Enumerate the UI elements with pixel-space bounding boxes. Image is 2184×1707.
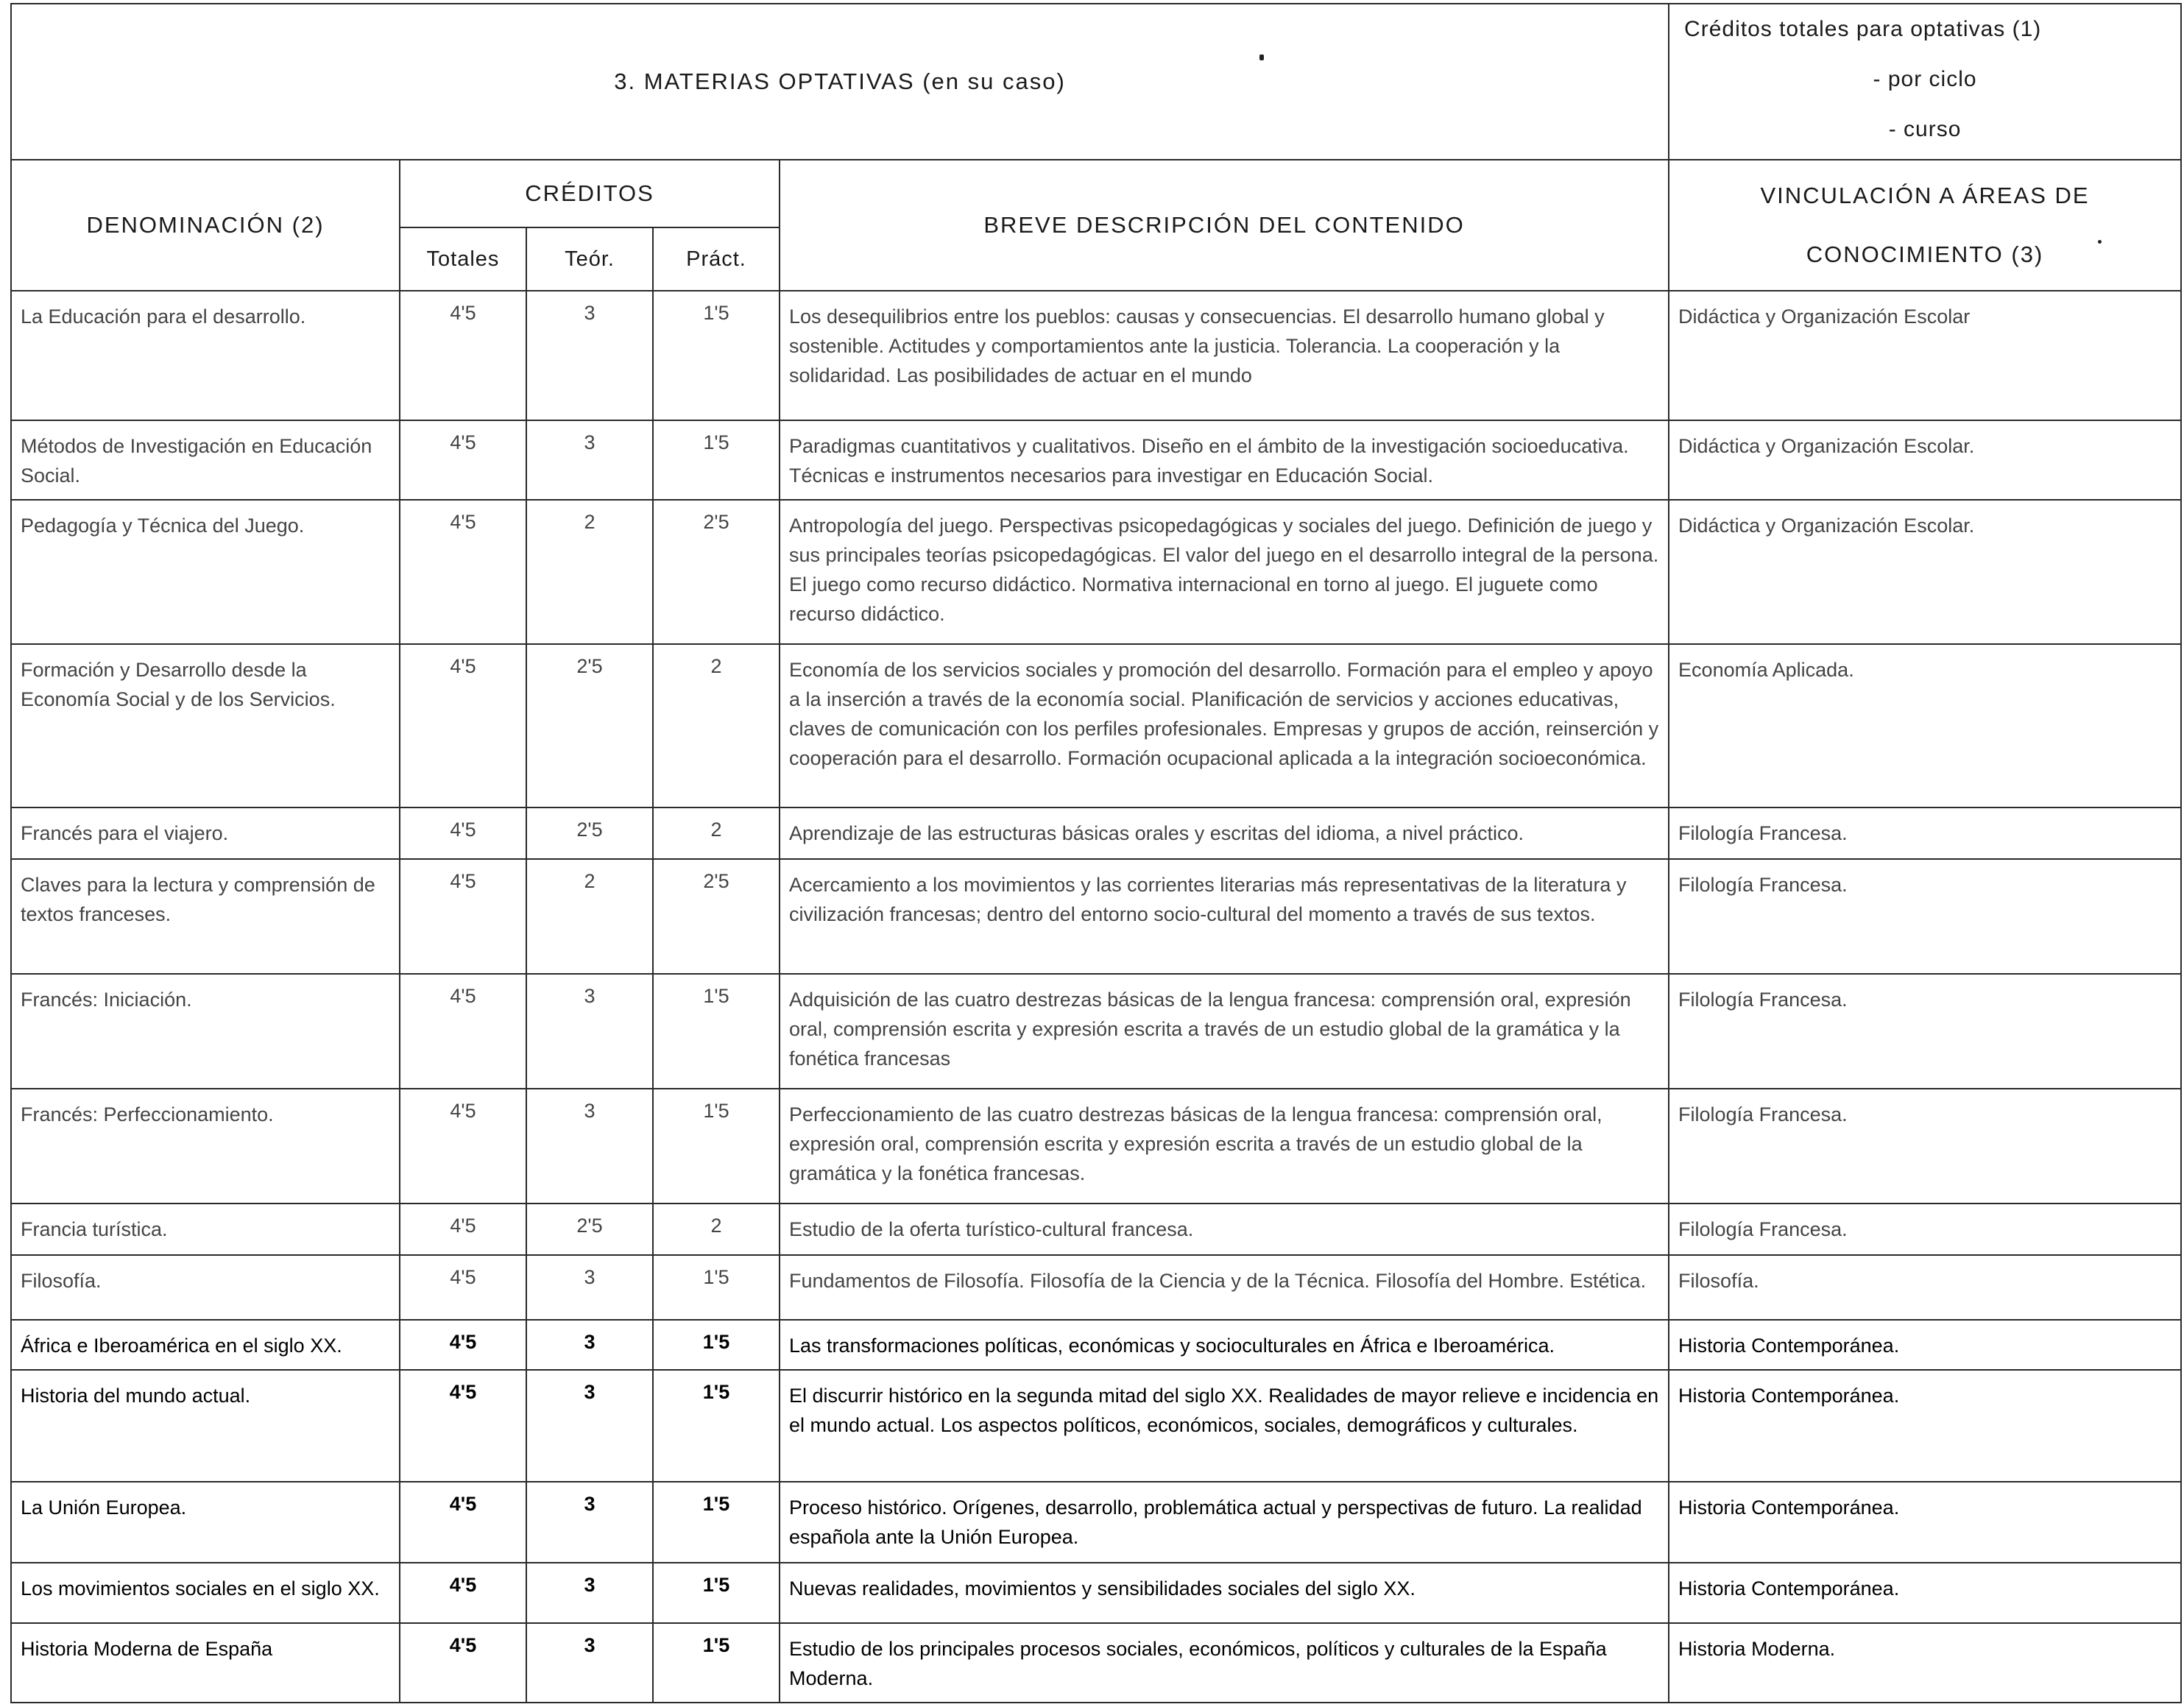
col-vinculacion-line2: CONOCIMIENTO (3)	[1806, 241, 2044, 267]
row-teor: 2	[526, 500, 653, 644]
row-pract: 2'5	[653, 500, 780, 644]
col-pract: Práct.	[653, 227, 780, 291]
table-row	[11, 1255, 2181, 1320]
row-descripcion: Antropología del juego. Perspectivas psicopedagógicas y sociales del juego. Definición de juego y sus principales teorías psicopedagógicas. El valor del juego en el desarrollo integral de la persona. El juego como recurso didáctico. Normativa internacional en torno al juego. El juguete como recurso didáctico.	[780, 500, 1669, 644]
row-area: Filología Francesa.	[1669, 974, 2181, 1089]
table-row	[11, 1623, 2181, 1703]
row-denominacion: Francia turística.	[11, 1204, 400, 1255]
table-row	[11, 291, 2181, 420]
table-row	[11, 859, 2181, 974]
row-denominacion: Formación y Desarrollo desde la Economía Social y de los Servicios.	[11, 644, 400, 807]
row-teor: 3	[526, 1482, 653, 1563]
row-denominacion: Francés: Iniciación.	[11, 974, 400, 1089]
table-row	[11, 807, 2181, 859]
row-teor: 3	[526, 1320, 653, 1370]
col-denominacion: DENOMINACIÓN (2)	[11, 160, 400, 291]
row-totales: 4'5	[400, 1482, 526, 1563]
row-teor: 2	[526, 859, 653, 974]
optativas-line-ciclo: - por ciclo	[1873, 67, 1977, 91]
table-row	[11, 1320, 2181, 1370]
row-pract: 1'5	[653, 1482, 780, 1563]
row-teor: 3	[526, 1255, 653, 1320]
row-descripcion: Perfeccionamiento de las cuatro destrezas básicas de la lengua francesa: comprensión oral, expresión oral, comprensión escrita y expresión escrita a través de un estudio global de la gramática y la fonética francesas.	[780, 1089, 1669, 1204]
row-denominacion: Historia del mundo actual.	[11, 1370, 400, 1482]
table-row	[11, 1370, 2181, 1482]
scan-speck	[1259, 54, 1264, 60]
table-row	[11, 1563, 2181, 1623]
row-teor: 3	[526, 1370, 653, 1482]
row-pract: 1'5	[653, 1623, 780, 1703]
row-totales: 4'5	[400, 974, 526, 1089]
row-pract: 2	[653, 1204, 780, 1255]
table-row	[11, 644, 2181, 807]
col-descripcion: BREVE DESCRIPCIÓN DEL CONTENIDO	[780, 160, 1669, 291]
row-area: Didáctica y Organización Escolar.	[1669, 420, 2181, 500]
row-pract: 1'5	[653, 1563, 780, 1623]
optativas-credits-box	[1669, 4, 2181, 160]
col-vinculacion-line1: VINCULACIÓN A ÁREAS DE	[1760, 183, 2090, 208]
row-area: Filosofía.	[1669, 1255, 2181, 1320]
row-descripcion: Fundamentos de Filosofía. Filosofía de la Ciencia y de la Técnica. Filosofía del Hombre. Estética.	[780, 1255, 1669, 1320]
row-totales: 4'5	[400, 1623, 526, 1703]
row-totales: 4'5	[400, 1255, 526, 1320]
section-title: 3. MATERIAS OPTATIVAS (en su caso)	[11, 4, 1669, 160]
row-denominacion: Francés para el viajero.	[11, 807, 400, 859]
table-row	[11, 1482, 2181, 1563]
row-descripcion: Estudio de la oferta turístico-cultural francesa.	[780, 1204, 1669, 1255]
row-pract: 1'5	[653, 1089, 780, 1204]
row-totales: 4'5	[400, 1370, 526, 1482]
row-denominacion: Francés: Perfeccionamiento.	[11, 1089, 400, 1204]
row-pract: 1'5	[653, 420, 780, 500]
row-totales: 4'5	[400, 1089, 526, 1204]
row-descripcion: Proceso histórico. Orígenes, desarrollo, problemática actual y perspectivas de futuro. La realidad española ante la Unión Europea.	[780, 1482, 1669, 1563]
row-teor: 3	[526, 1563, 653, 1623]
row-area: Filología Francesa.	[1669, 1089, 2181, 1204]
row-pract: 1'5	[653, 974, 780, 1089]
row-denominacion: Filosofía.	[11, 1255, 400, 1320]
row-descripcion: Las transformaciones políticas, económicas y socioculturales en África e Iberoamérica.	[780, 1320, 1669, 1370]
row-descripcion: Economía de los servicios sociales y promoción del desarrollo. Formación para el empleo y apoyo a la inserción a través de la economía social. Planificación de servicios y acciones educativas, claves de comunicación con los perfiles profesionales. Empresas y grupos de acción, reinserción y cooperación para el desarrollo. Formación ocupacional aplicada a la integración socioeconómica.	[780, 644, 1669, 807]
row-area: Filología Francesa.	[1669, 807, 2181, 859]
table-row	[11, 420, 2181, 500]
row-area: Filología Francesa.	[1669, 1204, 2181, 1255]
scan-speck	[2098, 240, 2102, 244]
row-descripcion: El discurrir histórico en la segunda mitad del siglo XX. Realidades de mayor relieve e incidencia en el mundo actual. Los aspectos políticos, económicos, sociales, demográficos y culturales.	[780, 1370, 1669, 1482]
row-area: Historia Moderna.	[1669, 1623, 2181, 1703]
row-teor: 3	[526, 1623, 653, 1703]
row-descripcion: Adquisición de las cuatro destrezas básicas de la lengua francesa: comprensión oral, expresión oral, comprensión escrita y expresión escrita a través de un estudio global de la gramática y la fonética francesas	[780, 974, 1669, 1089]
row-teor: 3	[526, 420, 653, 500]
row-area: Historia Contemporánea.	[1669, 1563, 2181, 1623]
row-area: Didáctica y Organización Escolar	[1669, 291, 2181, 420]
row-descripcion: Acercamiento a los movimientos y las corrientes literarias más representativas de la literatura y civilización francesas; dentro del entorno socio-cultural del momento a través de sus textos.	[780, 859, 1669, 974]
table-body	[11, 291, 2181, 1703]
row-pract: 1'5	[653, 291, 780, 420]
row-descripcion: Paradigmas cuantitativos y cualitativos. Diseño en el ámbito de la investigación socioeducativa. Técnicas e instrumentos necesarios para investigar en Educación Social.	[780, 420, 1669, 500]
row-denominacion: La Educación para el desarrollo.	[11, 291, 400, 420]
row-totales: 4'5	[400, 500, 526, 644]
row-totales: 4'5	[400, 291, 526, 420]
row-area: Historia Contemporánea.	[1669, 1482, 2181, 1563]
col-creditos: CRÉDITOS	[400, 160, 780, 227]
document-page	[10, 3, 2180, 1703]
row-pract: 1'5	[653, 1370, 780, 1482]
optativas-line-curso: - curso	[1888, 117, 1962, 141]
row-teor: 2'5	[526, 807, 653, 859]
row-pract: 2'5	[653, 859, 780, 974]
table-row	[11, 500, 2181, 644]
row-totales: 4'5	[400, 1563, 526, 1623]
row-area: Historia Contemporánea.	[1669, 1320, 2181, 1370]
row-denominacion: Pedagogía y Técnica del Juego.	[11, 500, 400, 644]
row-teor: 2'5	[526, 1204, 653, 1255]
row-denominacion: Historia Moderna de España	[11, 1623, 400, 1703]
row-totales: 4'5	[400, 807, 526, 859]
row-descripcion: Los desequilibrios entre los pueblos: causas y consecuencias. El desarrollo humano global y sostenible. Actitudes y comportamientos ante la justicia. Tolerancia. La cooperación y la solidaridad. Las posibilidades de actuar en el mundo	[780, 291, 1669, 420]
col-totales: Totales	[400, 227, 526, 291]
row-denominacion: Métodos de Investigación en Educación Social.	[11, 420, 400, 500]
row-totales: 4'5	[400, 420, 526, 500]
row-descripcion: Aprendizaje de las estructuras básicas orales y escritas del idioma, a nivel práctico.	[780, 807, 1669, 859]
row-teor: 3	[526, 1089, 653, 1204]
row-denominacion: Los movimientos sociales en el siglo XX.	[11, 1563, 400, 1623]
row-totales: 4'5	[400, 1320, 526, 1370]
table-row	[11, 1089, 2181, 1204]
col-vinculacion	[1669, 160, 2181, 291]
column-header-row-1	[11, 160, 2181, 227]
col-teor: Teór.	[526, 227, 653, 291]
row-area: Didáctica y Organización Escolar.	[1669, 500, 2181, 644]
row-pract: 1'5	[653, 1320, 780, 1370]
row-pract: 1'5	[653, 1255, 780, 1320]
row-descripcion: Nuevas realidades, movimientos y sensibilidades sociales del siglo XX.	[780, 1563, 1669, 1623]
row-pract: 2	[653, 644, 780, 807]
row-teor: 3	[526, 291, 653, 420]
section-header-row	[11, 4, 2181, 160]
row-teor: 2'5	[526, 644, 653, 807]
row-denominacion: La Unión Europea.	[11, 1482, 400, 1563]
row-totales: 4'5	[400, 1204, 526, 1255]
row-denominacion: África e Iberoamérica en el siglo XX.	[11, 1320, 400, 1370]
optativas-table	[10, 3, 2182, 1703]
row-pract: 2	[653, 807, 780, 859]
row-area: Historia Contemporánea.	[1669, 1370, 2181, 1482]
row-area: Economía Aplicada.	[1669, 644, 2181, 807]
row-denominacion: Claves para la lectura y comprensión de textos franceses.	[11, 859, 400, 974]
table-row	[11, 974, 2181, 1089]
table-row	[11, 1204, 2181, 1255]
row-totales: 4'5	[400, 859, 526, 974]
row-area: Filología Francesa.	[1669, 859, 2181, 974]
optativas-line-total: Créditos totales para optativas (1)	[1684, 17, 2042, 41]
row-teor: 3	[526, 974, 653, 1089]
row-totales: 4'5	[400, 644, 526, 807]
row-descripcion: Estudio de los principales procesos sociales, económicos, políticos y culturales de la España Moderna.	[780, 1623, 1669, 1703]
